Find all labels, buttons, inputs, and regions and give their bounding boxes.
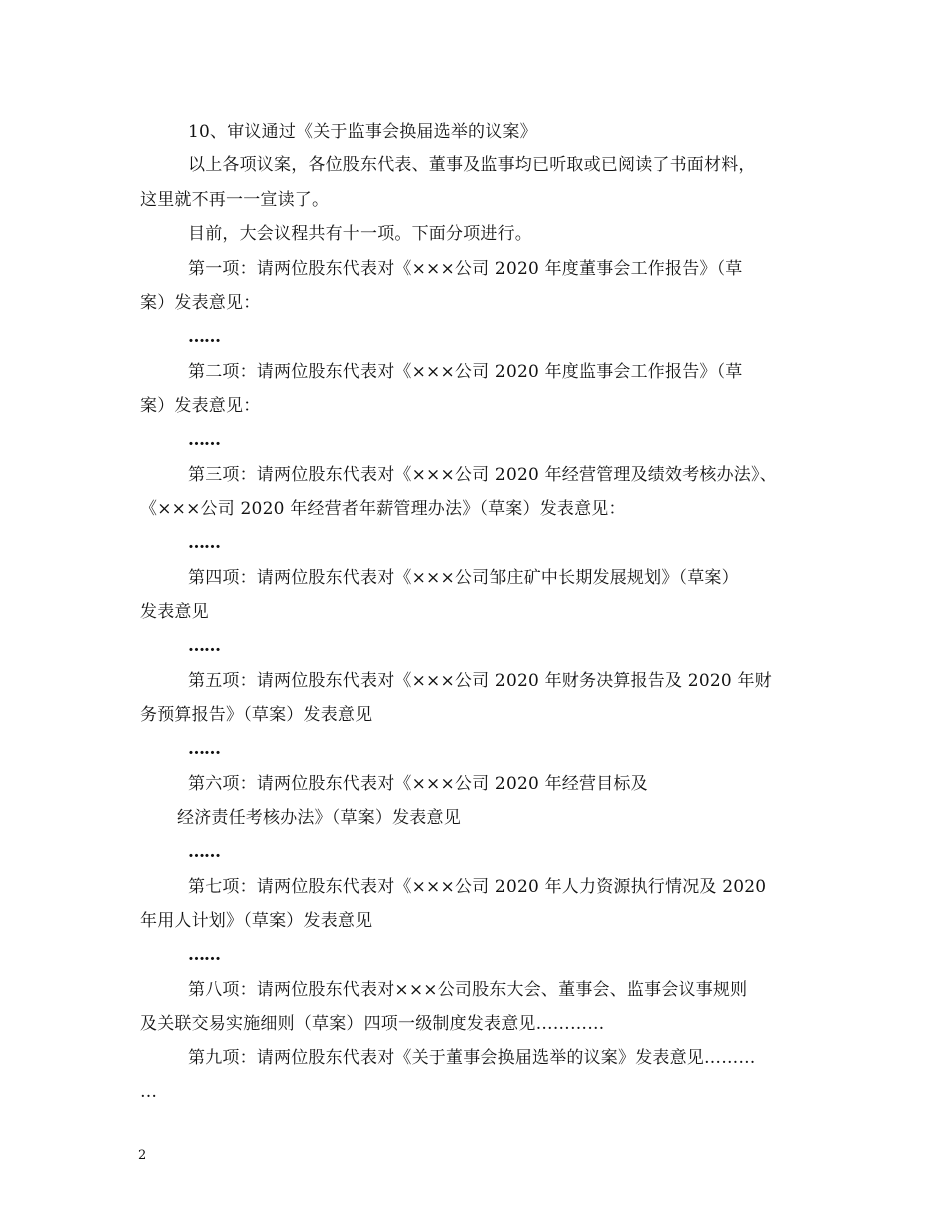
item-4-line-1: 第四项：请两位股东代表对《×××公司邹庄矿中长期发展规划》（草案）	[188, 568, 739, 588]
item-9-line-1: 第九项：请两位股东代表对《关于董事会换届选举的议案》发表意见………	[188, 1048, 756, 1068]
item-1-line-2: 案）发表意见：	[140, 293, 261, 313]
item-2-line-1: 第二项：请两位股东代表对《×××公司 2020 年度监事会工作报告》（草	[188, 362, 743, 382]
item-3-line-2: 《×××公司 2020 年经营者年薪管理办法》（草案）发表意见：	[140, 499, 626, 519]
ellipsis-marker: ……	[188, 945, 220, 965]
item-8-line-1: 第八项：请两位股东代表对×××公司股东大会、董事会、监事会议事规则	[188, 980, 748, 1000]
ellipsis-marker: ……	[188, 533, 220, 553]
summary-paragraph-line-2: 这里就不再一一宣读了。	[140, 190, 330, 210]
ellipsis-marker: ……	[188, 636, 220, 656]
item-7-line-2: 年用人计划》（草案）发表意见	[140, 911, 373, 931]
item-5-line-1: 第五项：请两位股东代表对《×××公司 2020 年财务决算报告及 2020 年财	[188, 671, 772, 691]
ellipsis-marker: ……	[188, 430, 220, 450]
item-2-line-2: 案）发表意见：	[140, 396, 261, 416]
item-6-line-1: 第六项：请两位股东代表对《×××公司 2020 年经营目标及	[188, 774, 648, 794]
item-8-line-2: 及关联交易实施细则（草案）四项一级制度发表意见…………	[140, 1014, 605, 1034]
item-9-line-2: …	[140, 1082, 158, 1102]
item-4-line-2: 发表意见	[140, 602, 209, 622]
item-7-line-1: 第七项：请两位股东代表对《×××公司 2020 年人力资源执行情况及 2020	[188, 877, 767, 897]
page-number: 2	[138, 1148, 147, 1163]
ellipsis-marker: ……	[188, 739, 220, 759]
agenda-intro: 目前，大会议程共有十一项。下面分项进行。	[188, 224, 532, 244]
summary-paragraph-line-1: 以上各项议案，各位股东代表、董事及监事均已听取或已阅读了书面材料，	[188, 155, 756, 175]
ellipsis-marker: ……	[188, 842, 220, 862]
agenda-item-10: 10、审议通过《关于监事会换届选举的议案》	[188, 122, 537, 142]
item-5-line-2: 务预算报告》（草案）发表意见	[140, 705, 373, 725]
item-6-line-2: 经济责任考核办法》（草案）发表意见	[177, 808, 461, 828]
item-1-line-1: 第一项：请两位股东代表对《×××公司 2020 年度董事会工作报告》（草	[188, 259, 743, 279]
item-3-line-1: 第三项：请两位股东代表对《×××公司 2020 年经营管理及绩效考核办法》、	[188, 465, 777, 485]
ellipsis-marker: ……	[188, 327, 220, 347]
